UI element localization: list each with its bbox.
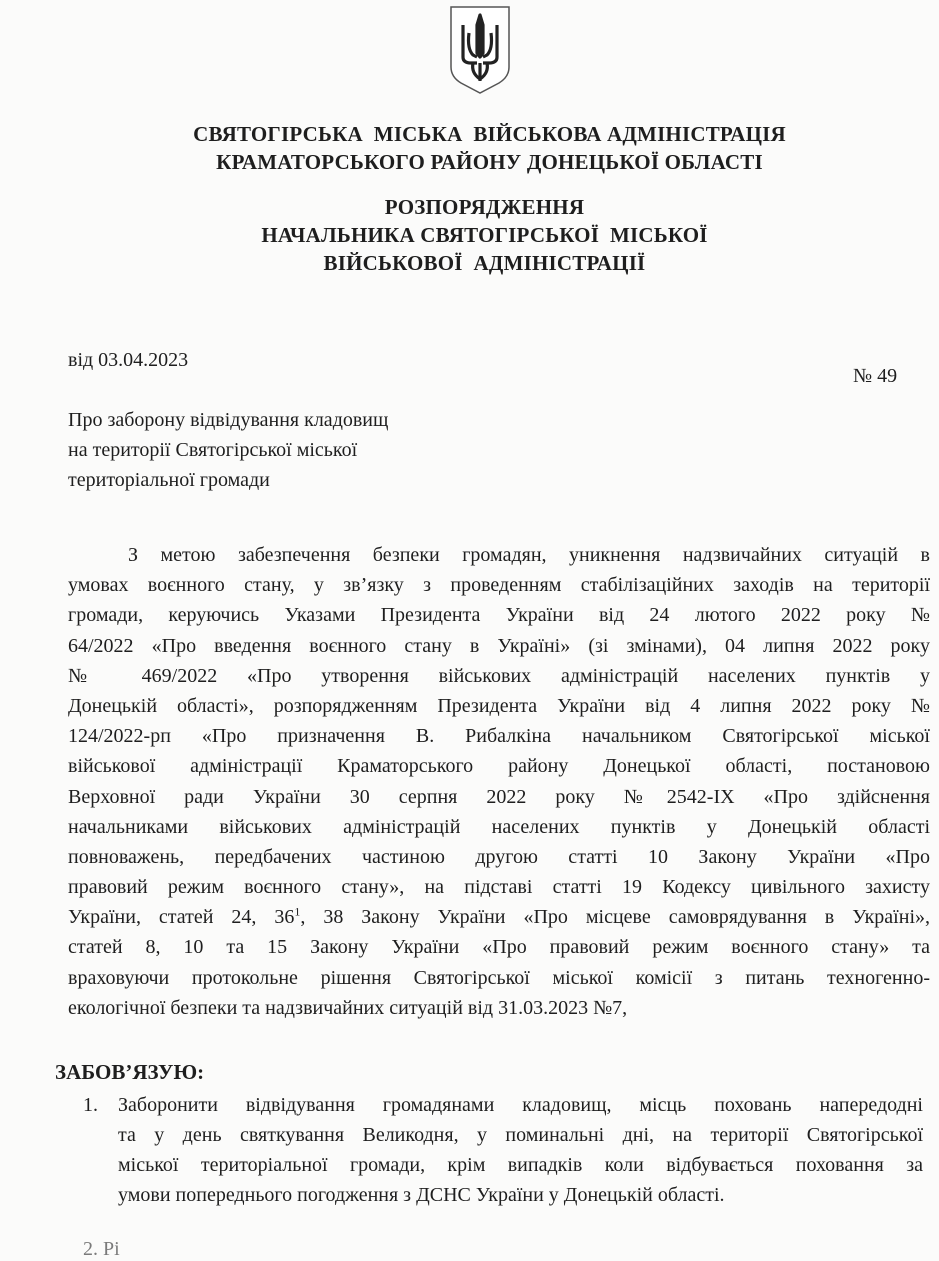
subject-line: територіальної громади xyxy=(68,469,270,491)
document-date: від 03.04.2023 xyxy=(68,349,189,371)
preamble-line: 124/2022-рп «Про призначення В. Рибалкіна начальником Святогірської міської xyxy=(68,725,930,748)
preamble-line: начальниками військових адміністрацій населених пунктів у Донецькій області xyxy=(68,815,930,838)
subject-line: на території Святогірської міської xyxy=(68,439,358,461)
preamble-line: повноважень, передбачених частиною другою статті 10 Закону України «Про xyxy=(68,845,930,868)
preamble-line: правовий режим воєнного стану», на підставі статті 19 Кодексу цивільного захисту xyxy=(68,876,930,899)
preamble-line: З метою забезпечення безпеки громадян, уникнення надзвичайних ситуацій в xyxy=(128,544,930,566)
preamble-line: умовах воєнного стану, у зв’язку з проведенням стабілізаційних заходів на території xyxy=(68,574,930,597)
doc-type-line-1: РОЗПОРЯДЖЕННЯ xyxy=(384,195,585,219)
preamble-line: військової адміністрації Краматорського району Донецької області, постановою xyxy=(68,755,930,778)
oblige-heading: ЗАБОВ’ЯЗУЮ: xyxy=(55,1060,205,1084)
preamble-line: Донецькій області», розпорядженням Президента України від 4 липня 2022 року № xyxy=(68,694,930,717)
authority-line-2: КРАМАТОРСЬКОГО РАЙОНУ ДОНЕЦЬКОЇ ОБЛАСТІ xyxy=(216,150,763,174)
superscript: 1 xyxy=(294,904,301,919)
document-type-heading xyxy=(0,193,939,277)
authority-line-1: СВЯТОГІРСЬКА МІСЬКА ВІЙСЬКОВА АДМІНІСТРАЦІЯ xyxy=(193,122,786,146)
preamble-text: України, статей 24, 36 xyxy=(68,906,295,929)
issuing-authority-heading xyxy=(0,120,939,176)
orders-list xyxy=(83,1090,923,1210)
preamble-line: екологічної безпеки та надзвичайних ситуацій від 31.03.2023 №7, xyxy=(68,996,628,1019)
preamble-line: враховуючи протокольне рішення Святогірської міської комісії з питань техногенно- xyxy=(68,966,930,989)
preamble-paragraph xyxy=(68,540,930,1023)
order-line: міської територіальної громади, крім випадків коли відбувається поховання за xyxy=(118,1154,923,1176)
order-text xyxy=(118,1090,923,1210)
preamble-line: 64/2022 «Про введення воєнного стану в Україні» (зі змінами), 04 липня 2022 року xyxy=(68,634,930,657)
order-item xyxy=(83,1090,923,1210)
order-line: умови попереднього погодження з ДСНС України у Донецькій області. xyxy=(118,1184,725,1206)
order-number: 2. xyxy=(83,1238,98,1260)
order-line: та у день святкування Великодня, у поминальні дні, на території Святогірської xyxy=(118,1124,923,1146)
document-subject xyxy=(68,405,388,495)
subject-line: Про заборону відвідування кладовищ xyxy=(68,409,389,431)
preamble-text: , 38 Закону України «Про місцеве самоврядування в Україні», xyxy=(300,906,931,929)
coat-of-arms-icon xyxy=(449,5,511,95)
order-line: Заборонити відвідування громадянами кладовищ, місць поховань напередодні xyxy=(118,1094,923,1116)
preamble-line: Верховної ради України 30 серпня 2022 року №2542-IX «Про здійснення xyxy=(68,785,930,808)
order-number: 1. xyxy=(83,1094,98,1116)
doc-type-line-3: ВІЙСЬКОВОЇ АДМІНІСТРАЦІЇ xyxy=(323,251,646,275)
doc-type-line-2: НАЧАЛЬНИКА СВЯТОГІРСЬКОЇ МІСЬКОЇ xyxy=(261,223,708,247)
document-number: № 49 xyxy=(853,365,898,387)
preamble-line-with-superscript xyxy=(68,902,930,932)
preamble-line: статей 8, 10 та 15 Закону України «Про правовий режим воєнного стану» та xyxy=(68,936,930,959)
preamble-line: № 469/2022 «Про утворення військових адміністрацій населених пунктів у xyxy=(68,664,930,687)
preamble-line: громади, керуючись Указами Президента України від 24 лютого 2022 року № xyxy=(68,604,930,627)
order-line: Рі xyxy=(103,1238,120,1260)
